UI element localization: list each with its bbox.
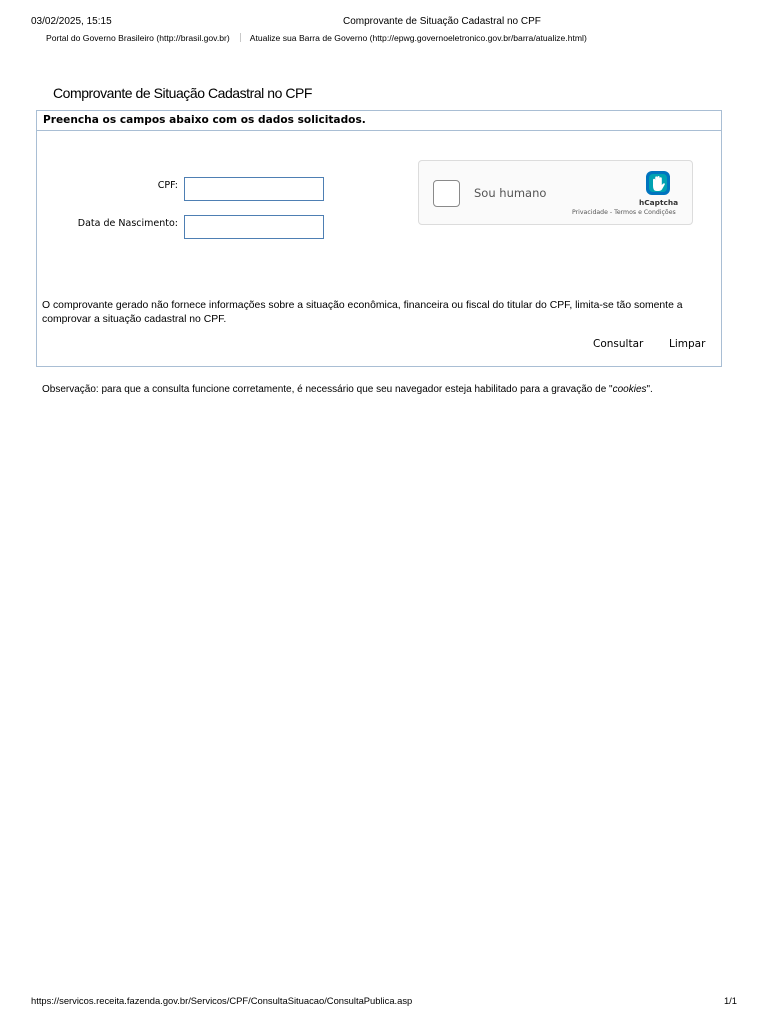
note-prefix: Observação: para que a consulta funcione corretamente, é necessário que seu navegador esteja habilitado para a gravação de " bbox=[42, 384, 613, 395]
hcaptcha-widget bbox=[418, 160, 693, 225]
note-suffix: ". bbox=[646, 384, 653, 395]
birth-date-label: Data de Nascimento: bbox=[77, 218, 178, 229]
consulta-form bbox=[36, 110, 722, 367]
limpar-button[interactable]: Limpar bbox=[669, 338, 706, 350]
hcaptcha-logo-icon bbox=[643, 168, 673, 198]
captcha-links bbox=[572, 209, 676, 216]
captcha-terms-link[interactable]: Termos e Condições bbox=[614, 209, 676, 216]
disclaimer-text: O comprovante gerado não fornece informações sobre a situação econômica, financeira ou fiscal do titular do CPF, limita-se tão somente a comprovar a situação cadastral no CPF. bbox=[42, 300, 683, 325]
cpf-input[interactable] bbox=[184, 177, 324, 201]
government-bar bbox=[46, 33, 587, 43]
print-page-number: 1/1 bbox=[723, 995, 737, 1006]
consultar-button[interactable]: Consultar bbox=[593, 338, 644, 350]
cpf-label: CPF: bbox=[157, 180, 178, 191]
print-datetime: 03/02/2025, 15:15 bbox=[31, 16, 112, 27]
portal-governo-link[interactable]: Portal do Governo Brasileiro (http://brasil.gov.br) bbox=[46, 33, 230, 43]
note-emphasis: cookies bbox=[612, 384, 647, 395]
atualize-barra-link[interactable]: Atualize sua Barra de Governo (http://epwg.governoeletronico.gov.br/barra/atualize.html) bbox=[249, 33, 587, 43]
page-title: Comprovante de Situação Cadastral no CPF bbox=[53, 85, 313, 101]
birth-date-input[interactable] bbox=[184, 215, 324, 239]
captcha-checkbox[interactable] bbox=[433, 180, 460, 207]
hcaptcha-brand: hCaptcha bbox=[639, 198, 679, 207]
captcha-link-separator: - bbox=[607, 209, 615, 216]
form-header: Preencha os campos abaixo com os dados solicitados. bbox=[37, 111, 721, 131]
print-header bbox=[31, 16, 737, 30]
govbar-divider bbox=[240, 33, 241, 42]
print-page-title: Comprovante de Situação Cadastral no CPF bbox=[343, 16, 541, 27]
cookies-note bbox=[42, 384, 653, 395]
captcha-privacy-link[interactable]: Privacidade bbox=[572, 209, 608, 216]
print-url: https://servicos.receita.fazenda.gov.br/Servicos/CPF/ConsultaSituacao/ConsultaPublica.asp bbox=[31, 995, 413, 1006]
captcha-label: Sou humano bbox=[474, 186, 547, 200]
